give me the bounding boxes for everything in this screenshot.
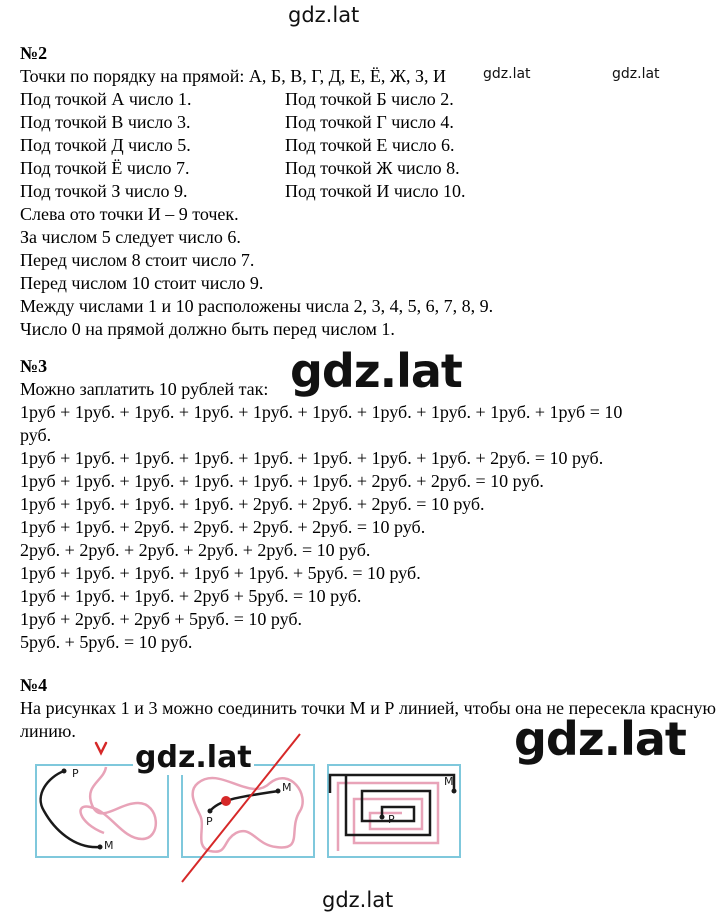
payment-line: 2руб. + 2руб. + 2руб. + 2руб. + 2руб. = 10 руб.	[20, 540, 371, 560]
section-2-line: Перед числом 8 стоит число 7.	[20, 250, 255, 270]
payment-line: 1руб + 1руб. + 1руб. + 1руб + 1руб. + 5руб. = 10 руб.	[20, 563, 421, 583]
point-pair-left: Под точкой Ё число 7.	[20, 158, 190, 178]
section-2-line: Между числами 1 и 10 расположены числа 2, 3, 4, 5, 6, 7, 8, 9.	[20, 296, 494, 316]
payment-line: 1руб + 1руб. + 1руб. + 1руб. + 2руб. + 2руб. + 2руб. = 10 руб.	[20, 494, 485, 514]
point-pair-right: Под точкой Б число 2.	[285, 89, 454, 109]
point-pair-left: Под точкой А число 1.	[20, 89, 192, 109]
section-2-line: Слева ото точки И – 9 точек.	[20, 204, 239, 224]
watermark-figures: gdz.lat	[135, 740, 252, 775]
watermark-top: gdz.lat	[288, 3, 360, 27]
section-3-heading: №3	[20, 356, 48, 376]
payment-line: 1руб + 1руб. + 1руб. + 1руб. + 1руб. + 1руб. + 1руб. + 1руб. + 2руб. = 10 руб.	[20, 448, 604, 468]
watermark-large-1: gdz.lat	[290, 344, 462, 398]
payment-line-continued: руб.	[20, 425, 52, 445]
figure-3-label-m: М	[444, 775, 454, 788]
payment-line: 1руб + 1руб. + 2руб. + 2руб. + 2руб. + 2руб. = 10 руб.	[20, 517, 426, 537]
watermark-bottom: gdz.lat	[322, 888, 394, 912]
section-2-line: За числом 5 следует число 6.	[20, 227, 241, 247]
section-2-line: Число 0 на прямой должно быть перед числом 1.	[20, 319, 395, 339]
watermark-large-2: gdz.lat	[514, 712, 686, 766]
figure-1-label-m: М	[104, 839, 114, 852]
check-mark-icon	[96, 743, 106, 753]
figure-1-label-p: Р	[72, 767, 79, 780]
point-pair-right: Под точкой И число 10.	[285, 181, 466, 201]
payment-line: 1руб + 1руб. + 1руб. + 1руб. + 1руб. + 1руб. + 1руб. + 1руб. + 1руб. + 1руб = 10	[20, 402, 623, 422]
figure-2-label-m: М	[282, 781, 292, 794]
payment-line: 1руб + 1руб. + 1руб. + 2руб + 5руб. = 10 руб.	[20, 586, 362, 606]
point-pair-left: Под точкой З число 9.	[20, 181, 188, 201]
point-pair-left: Под точкой Д число 5.	[20, 135, 191, 155]
section-4-heading: №4	[20, 675, 48, 695]
payment-line: 1руб + 1руб. + 1руб. + 1руб. + 1руб. + 1руб. + 2руб. + 2руб. = 10 руб.	[20, 471, 544, 491]
section-2-intro: Точки по порядку на прямой: А, Б, В, Г, Д, Е, Ё, Ж, З, И	[20, 66, 446, 86]
point-pair-right: Под точкой Г число 4.	[285, 112, 454, 132]
point-pair-right: Под точкой Ж число 8.	[285, 158, 460, 178]
section-2-heading: №2	[20, 43, 48, 63]
figure-2-label-p: Р	[206, 815, 213, 828]
payment-line: 1руб + 2руб. + 2руб + 5руб. = 10 руб.	[20, 609, 303, 629]
figure-3-label-p: Р	[388, 813, 395, 826]
point-pair-right: Под точкой Е число 6.	[285, 135, 455, 155]
payment-line: 5руб. + 5руб. = 10 руб.	[20, 632, 193, 652]
watermark-inline-2: gdz.lat	[612, 66, 660, 82]
watermark-inline-1: gdz.lat	[483, 66, 531, 82]
section-2-line: Перед числом 10 стоит число 9.	[20, 273, 264, 293]
point-pair-left: Под точкой В число 3.	[20, 112, 191, 132]
section-4-text: На рисунках 1 и 3 можно соединить точки М и Р линией, чтобы она не пересекла красную линию.	[20, 698, 716, 741]
section-3-intro: Можно заплатить 10 рублей так:	[20, 379, 269, 399]
